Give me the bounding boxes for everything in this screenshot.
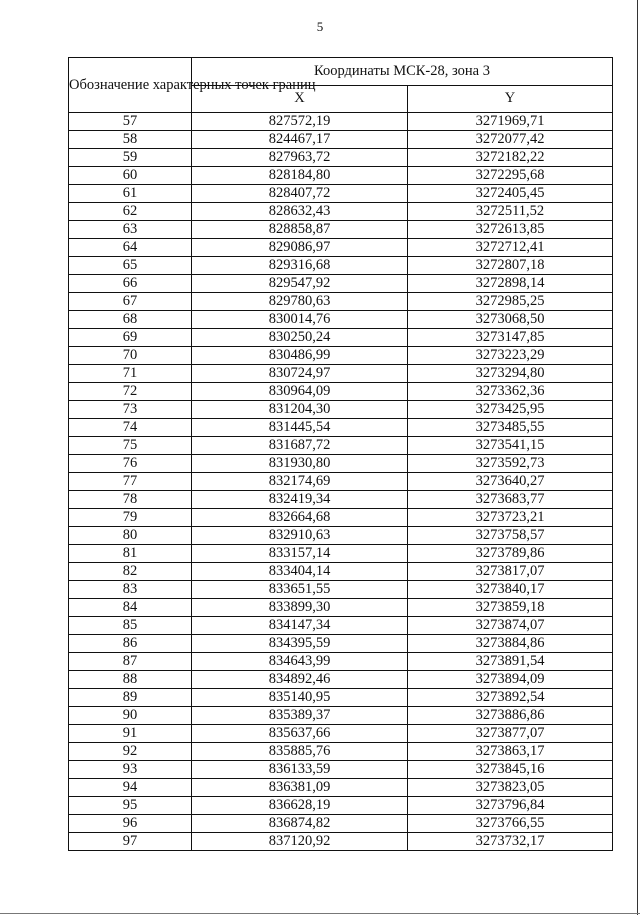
y-cell: 3273683,77	[408, 491, 613, 509]
y-cell: 3273892,54	[408, 689, 613, 707]
table-row	[69, 203, 613, 221]
table-row	[69, 113, 613, 131]
point-cell: 89	[69, 689, 192, 707]
table-row	[69, 491, 613, 509]
table-row	[69, 383, 613, 401]
table-row	[69, 725, 613, 743]
point-cell: 91	[69, 725, 192, 743]
table-row	[69, 797, 613, 815]
x-cell: 828184,80	[192, 167, 408, 185]
table-row	[69, 689, 613, 707]
table-row	[69, 509, 613, 527]
y-cell: 3272077,42	[408, 131, 613, 149]
table-row	[69, 635, 613, 653]
y-cell: 3273796,84	[408, 797, 613, 815]
point-cell: 64	[69, 239, 192, 257]
x-cell: 829547,92	[192, 275, 408, 293]
x-column-header: X	[192, 85, 408, 113]
y-cell: 3272405,45	[408, 185, 613, 203]
table-row	[69, 743, 613, 761]
point-cell: 87	[69, 653, 192, 671]
y-cell: 3273485,55	[408, 419, 613, 437]
table-row	[69, 779, 613, 797]
y-cell: 3272985,25	[408, 293, 613, 311]
table-row	[69, 707, 613, 725]
x-cell: 827963,72	[192, 149, 408, 167]
point-cell: 86	[69, 635, 192, 653]
point-cell: 60	[69, 167, 192, 185]
scan-edge-line	[637, 0, 638, 915]
x-cell: 832664,68	[192, 509, 408, 527]
point-cell: 69	[69, 329, 192, 347]
y-cell: 3273845,16	[408, 761, 613, 779]
x-cell: 831445,54	[192, 419, 408, 437]
coordinates-group-header: Координаты МСК-28, зона 3	[192, 58, 613, 86]
x-cell: 833157,14	[192, 545, 408, 563]
y-cell: 3273758,57	[408, 527, 613, 545]
x-cell: 832419,34	[192, 491, 408, 509]
x-cell: 834147,34	[192, 617, 408, 635]
x-cell: 832174,69	[192, 473, 408, 491]
x-cell: 831930,80	[192, 455, 408, 473]
table-row	[69, 185, 613, 203]
point-cell: 96	[69, 815, 192, 833]
x-cell: 829316,68	[192, 257, 408, 275]
x-cell: 832910,63	[192, 527, 408, 545]
point-cell: 90	[69, 707, 192, 725]
table-row	[69, 815, 613, 833]
table-row	[69, 221, 613, 239]
table-header	[69, 58, 613, 113]
x-cell: 828858,87	[192, 221, 408, 239]
x-cell: 827572,19	[192, 113, 408, 131]
point-cell: 72	[69, 383, 192, 401]
x-cell: 830014,76	[192, 311, 408, 329]
point-label-header: Обозначение характерных точек границ	[69, 58, 192, 113]
point-cell: 97	[69, 833, 192, 851]
point-cell: 59	[69, 149, 192, 167]
y-cell: 3273147,85	[408, 329, 613, 347]
x-cell: 835389,37	[192, 707, 408, 725]
table-row	[69, 347, 613, 365]
table-row	[69, 545, 613, 563]
point-cell: 62	[69, 203, 192, 221]
x-cell: 836381,09	[192, 779, 408, 797]
table-row	[69, 239, 613, 257]
y-cell: 3273877,07	[408, 725, 613, 743]
y-cell: 3273886,86	[408, 707, 613, 725]
y-column-header: Y	[408, 85, 613, 113]
point-cell: 83	[69, 581, 192, 599]
table-row	[69, 563, 613, 581]
point-cell: 65	[69, 257, 192, 275]
x-cell: 829780,63	[192, 293, 408, 311]
table-row	[69, 599, 613, 617]
y-cell: 3273732,17	[408, 833, 613, 851]
x-cell: 828407,72	[192, 185, 408, 203]
x-cell: 834643,99	[192, 653, 408, 671]
point-cell: 80	[69, 527, 192, 545]
x-cell: 834892,46	[192, 671, 408, 689]
x-cell: 835140,95	[192, 689, 408, 707]
x-cell: 833651,55	[192, 581, 408, 599]
table-row	[69, 275, 613, 293]
table-row	[69, 293, 613, 311]
point-cell: 57	[69, 113, 192, 131]
point-cell: 94	[69, 779, 192, 797]
table-row	[69, 365, 613, 383]
x-cell: 834395,59	[192, 635, 408, 653]
x-cell: 833404,14	[192, 563, 408, 581]
table-row	[69, 671, 613, 689]
y-cell: 3273823,05	[408, 779, 613, 797]
y-cell: 3272295,68	[408, 167, 613, 185]
x-cell: 831687,72	[192, 437, 408, 455]
point-cell: 88	[69, 671, 192, 689]
y-cell: 3273891,54	[408, 653, 613, 671]
point-cell: 93	[69, 761, 192, 779]
table-row	[69, 437, 613, 455]
table-row	[69, 419, 613, 437]
point-cell: 70	[69, 347, 192, 365]
y-cell: 3272712,41	[408, 239, 613, 257]
table-row	[69, 581, 613, 599]
table-row	[69, 401, 613, 419]
point-cell: 77	[69, 473, 192, 491]
y-cell: 3273863,17	[408, 743, 613, 761]
point-cell: 58	[69, 131, 192, 149]
table-row	[69, 149, 613, 167]
x-cell: 830964,09	[192, 383, 408, 401]
y-cell: 3273840,17	[408, 581, 613, 599]
y-cell: 3272807,18	[408, 257, 613, 275]
table-row	[69, 527, 613, 545]
y-cell: 3273592,73	[408, 455, 613, 473]
table-row	[69, 833, 613, 851]
y-cell: 3273723,21	[408, 509, 613, 527]
table-row	[69, 257, 613, 275]
y-cell: 3273859,18	[408, 599, 613, 617]
y-cell: 3273766,55	[408, 815, 613, 833]
table-row	[69, 329, 613, 347]
y-cell: 3272898,14	[408, 275, 613, 293]
point-cell: 61	[69, 185, 192, 203]
table-row	[69, 167, 613, 185]
x-cell: 833899,30	[192, 599, 408, 617]
point-cell: 63	[69, 221, 192, 239]
table-row	[69, 455, 613, 473]
x-cell: 836133,59	[192, 761, 408, 779]
page-number: 5	[316, 19, 324, 34]
point-cell: 95	[69, 797, 192, 815]
x-cell: 830486,99	[192, 347, 408, 365]
y-cell: 3272182,22	[408, 149, 613, 167]
y-cell: 3273640,27	[408, 473, 613, 491]
x-cell: 836628,19	[192, 797, 408, 815]
x-cell: 836874,82	[192, 815, 408, 833]
point-cell: 68	[69, 311, 192, 329]
y-cell: 3273068,50	[408, 311, 613, 329]
point-cell: 81	[69, 545, 192, 563]
table-row	[69, 761, 613, 779]
table-body	[69, 113, 613, 851]
point-cell: 76	[69, 455, 192, 473]
x-cell: 837120,92	[192, 833, 408, 851]
x-cell: 824467,17	[192, 131, 408, 149]
table-row	[69, 617, 613, 635]
y-cell: 3273817,07	[408, 563, 613, 581]
y-cell: 3271969,71	[408, 113, 613, 131]
point-cell: 73	[69, 401, 192, 419]
y-cell: 3273294,80	[408, 365, 613, 383]
point-cell: 79	[69, 509, 192, 527]
point-cell: 85	[69, 617, 192, 635]
point-cell: 82	[69, 563, 192, 581]
point-cell: 84	[69, 599, 192, 617]
x-cell: 835885,76	[192, 743, 408, 761]
y-cell: 3273541,15	[408, 437, 613, 455]
y-cell: 3273789,86	[408, 545, 613, 563]
y-cell: 3273362,36	[408, 383, 613, 401]
point-cell: 74	[69, 419, 192, 437]
point-cell: 66	[69, 275, 192, 293]
x-cell: 835637,66	[192, 725, 408, 743]
y-cell: 3273425,95	[408, 401, 613, 419]
x-cell: 831204,30	[192, 401, 408, 419]
x-cell: 829086,97	[192, 239, 408, 257]
point-cell: 78	[69, 491, 192, 509]
y-cell: 3273884,86	[408, 635, 613, 653]
y-cell: 3272511,52	[408, 203, 613, 221]
point-cell: 71	[69, 365, 192, 383]
y-cell: 3273223,29	[408, 347, 613, 365]
table-row	[69, 311, 613, 329]
x-cell: 830250,24	[192, 329, 408, 347]
point-cell: 67	[69, 293, 192, 311]
table-row	[69, 131, 613, 149]
y-cell: 3273874,07	[408, 617, 613, 635]
x-cell: 828632,43	[192, 203, 408, 221]
point-cell: 92	[69, 743, 192, 761]
coordinates-table	[68, 57, 613, 851]
scan-bottom-line	[0, 913, 640, 914]
table-row	[69, 653, 613, 671]
y-cell: 3273894,09	[408, 671, 613, 689]
table-row	[69, 473, 613, 491]
y-cell: 3272613,85	[408, 221, 613, 239]
x-cell: 830724,97	[192, 365, 408, 383]
point-cell: 75	[69, 437, 192, 455]
